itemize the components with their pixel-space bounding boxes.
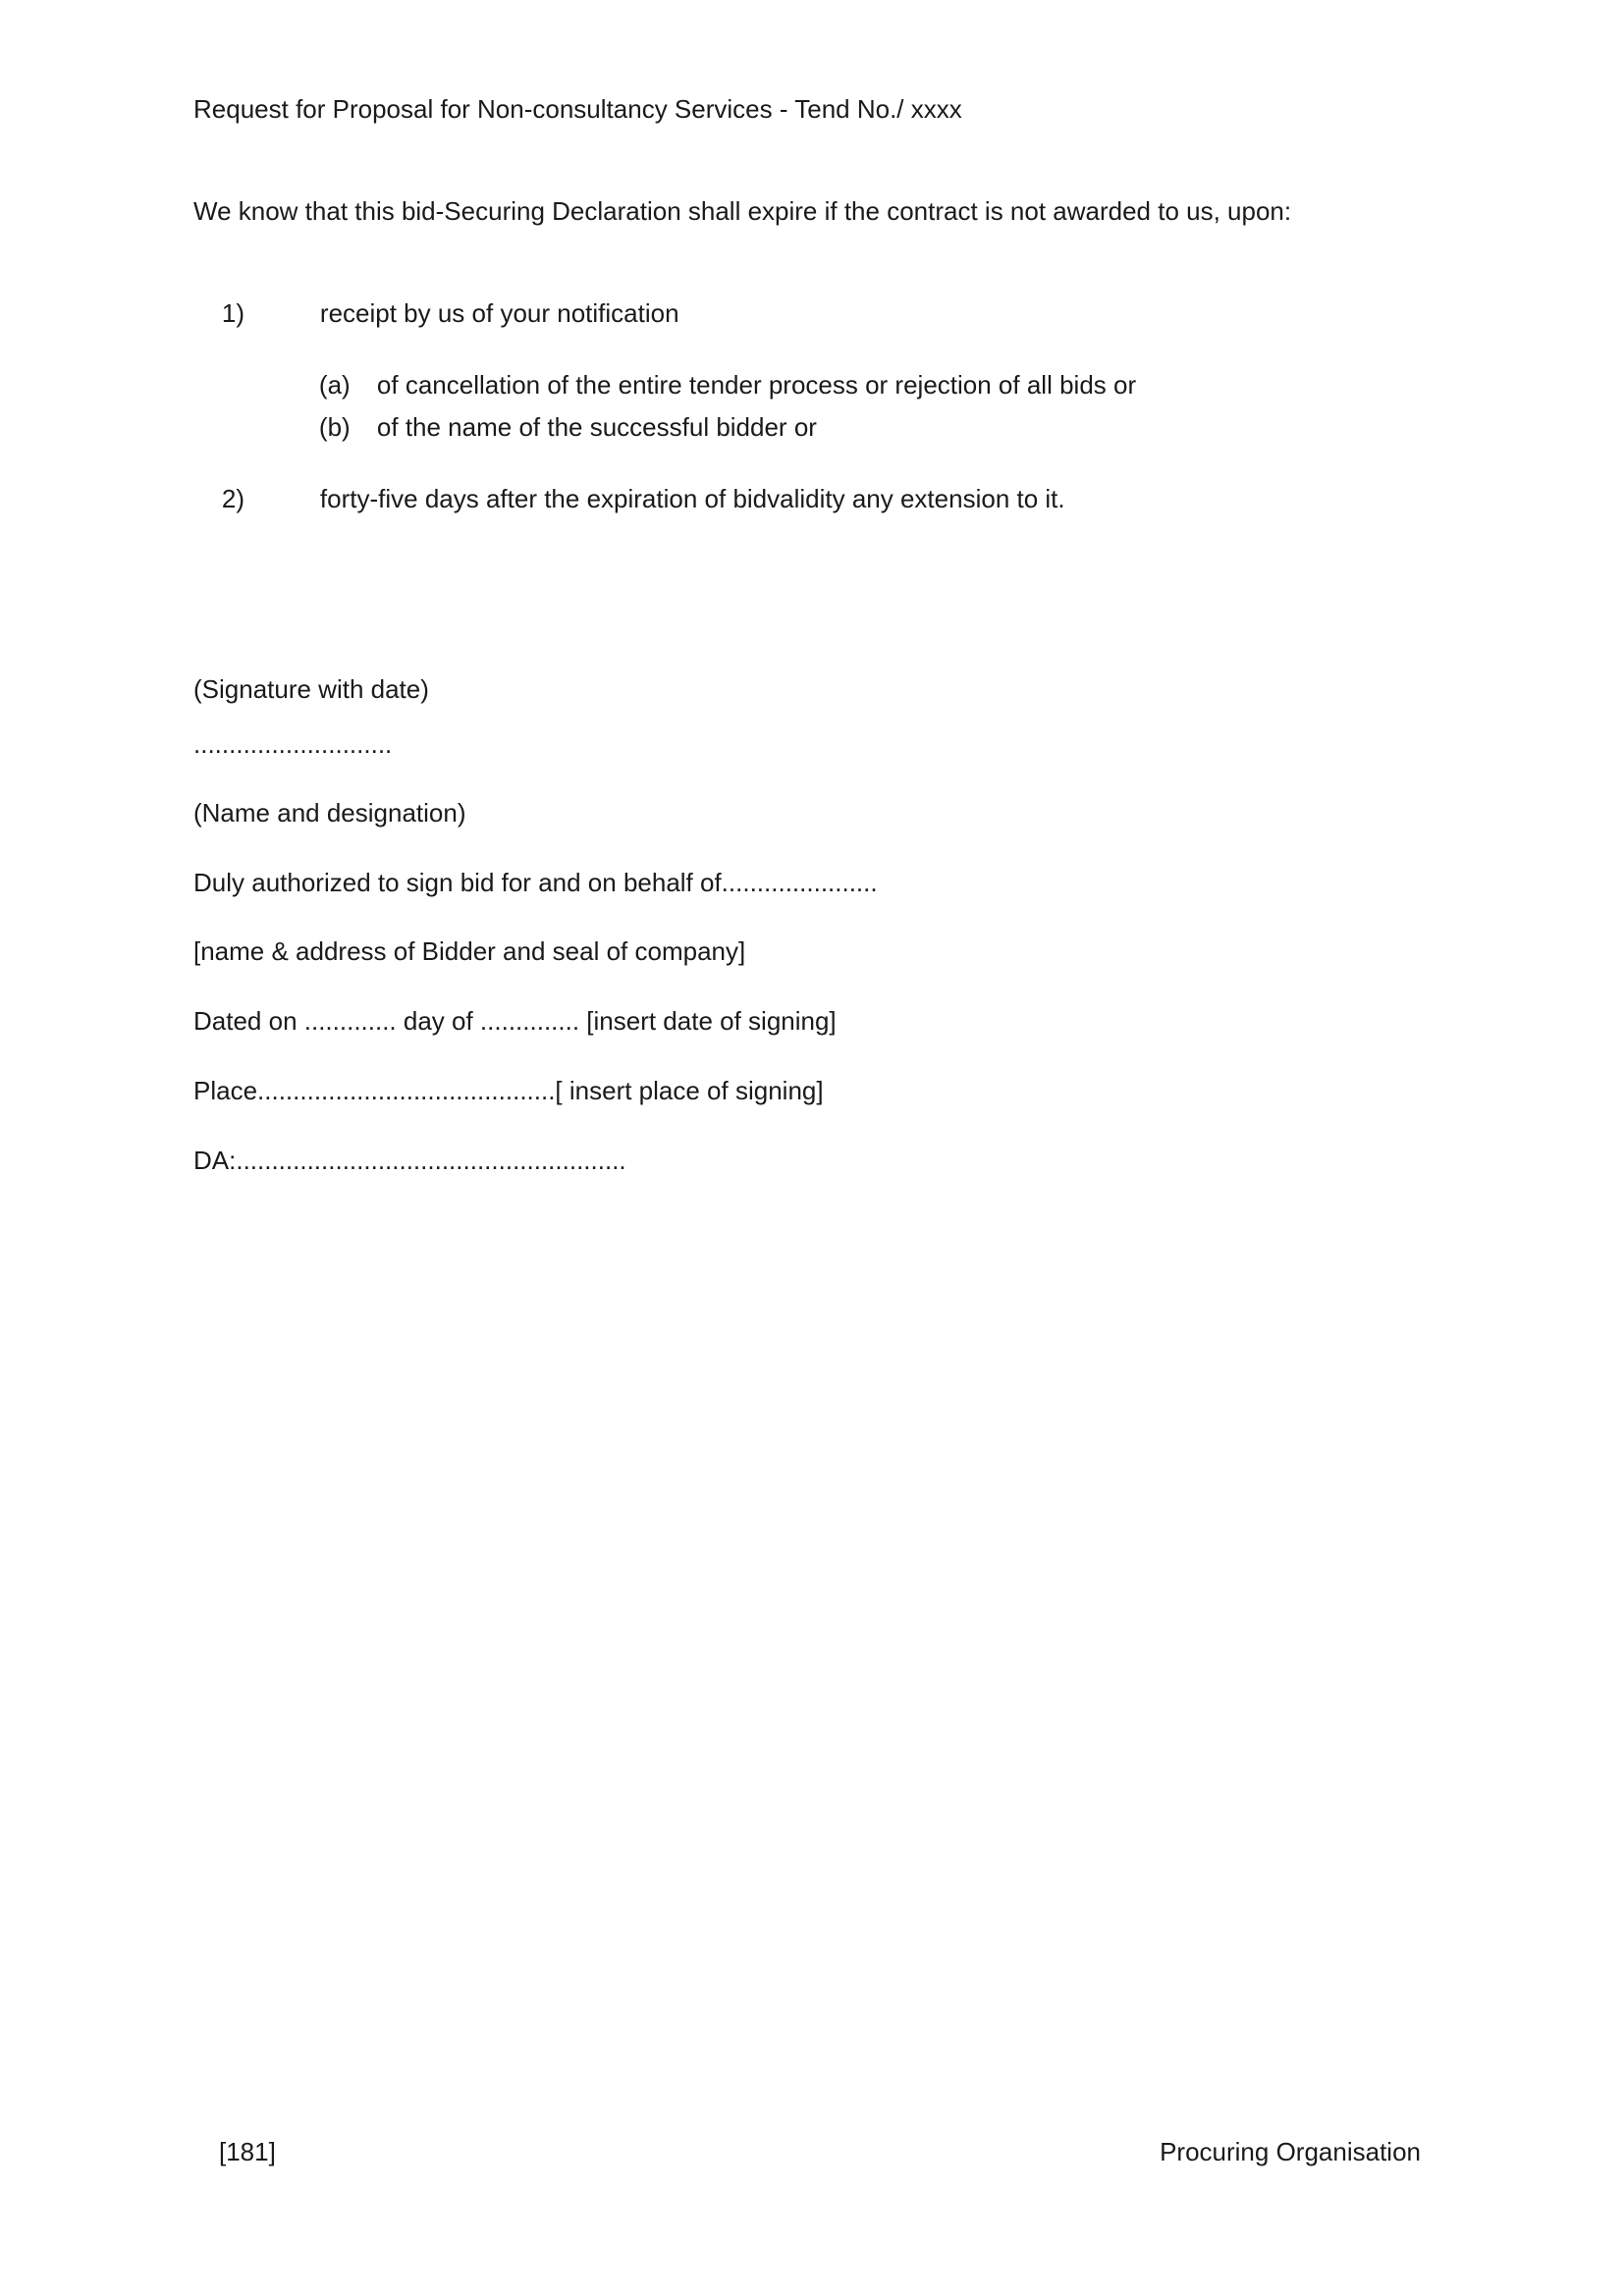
place-line: Place..........................................[ insert place of signing] bbox=[193, 1076, 824, 1105]
intro-paragraph: We know that this bid-Securing Declaration shall expire if the contract is not awarded to us, upon: bbox=[193, 196, 1292, 226]
list-item-2 bbox=[193, 451, 1065, 547]
da-line: DA:....................................................... bbox=[193, 1146, 626, 1175]
list-item-2-marker: 2) bbox=[221, 483, 245, 513]
name-designation-label: (Name and designation) bbox=[193, 798, 466, 828]
list-item-1-text: receipt by us of your notification bbox=[319, 297, 679, 328]
list-item-1a-text: of cancellation of the entire tender process or rejection of all bids or bbox=[376, 369, 1137, 400]
list-item-1-marker: 1) bbox=[221, 297, 245, 328]
list-item-1b-marker: (b) bbox=[318, 411, 351, 442]
dated-on-line: Dated on ............. day of .............. [insert date of signing] bbox=[193, 1006, 837, 1036]
footer-page-number: [181] bbox=[219, 2137, 276, 2166]
signature-dotted-line: ............................ bbox=[193, 729, 393, 759]
list-item-1a-marker: (a) bbox=[318, 369, 351, 400]
list-item-1b-text: of the name of the successful bidder or bbox=[376, 411, 817, 442]
list-item-2-text: forty-five days after the expiration of bidvalidity any extension to it. bbox=[319, 483, 1065, 513]
document-header: Request for Proposal for Non-consultancy Services - Tend No./ xxxx bbox=[193, 94, 962, 124]
footer-organisation: Procuring Organisation bbox=[1160, 2137, 1421, 2166]
signature-label: (Signature with date) bbox=[193, 674, 429, 704]
duly-authorized-line: Duly authorized to sign bid for and on behalf of...................... bbox=[193, 868, 878, 897]
bidder-seal-line: [name & address of Bidder and seal of company] bbox=[193, 936, 746, 966]
